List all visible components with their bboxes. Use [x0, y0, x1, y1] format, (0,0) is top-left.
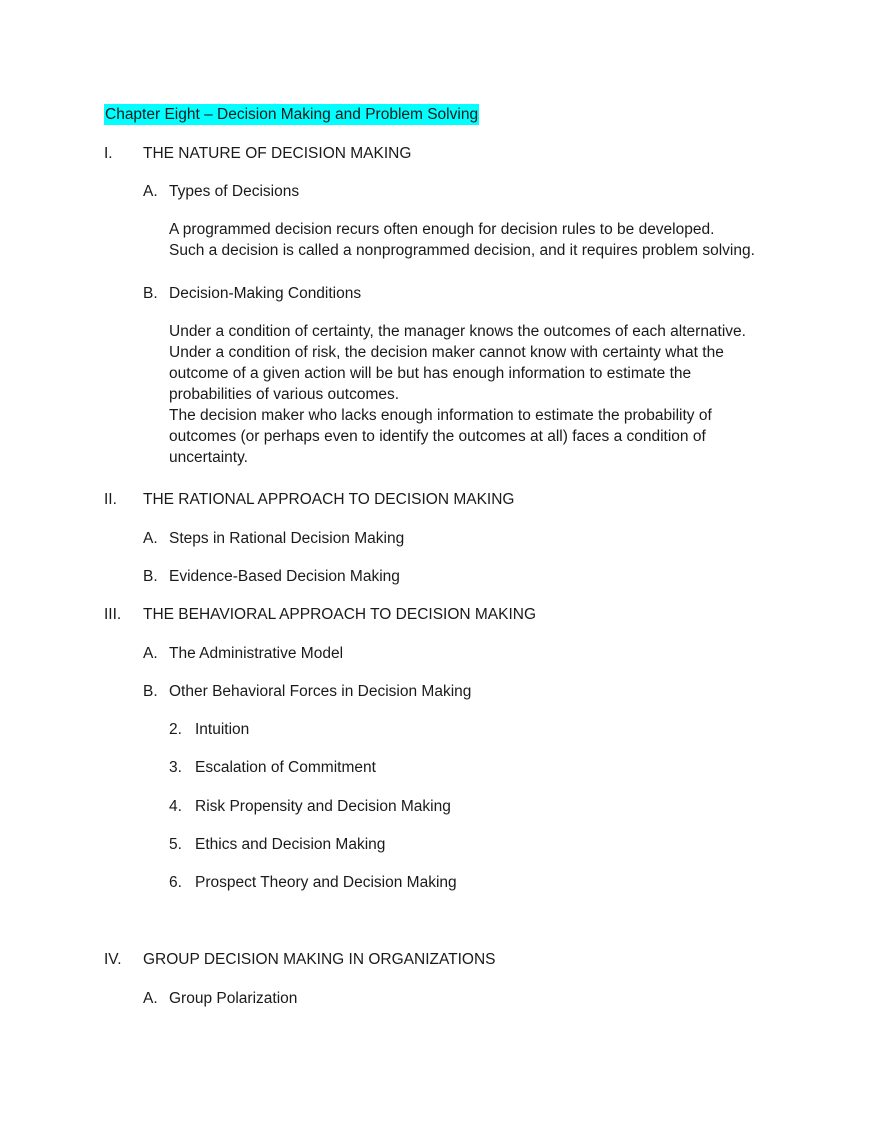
item-label: The Administrative Model [169, 645, 344, 662]
item-letter: B. [143, 285, 158, 302]
paragraph-line: outcomes (or perhaps even to identify the outcomes at all) faces a condition of [169, 428, 706, 445]
section-numeral: II. [104, 491, 117, 508]
item-letter: A. [143, 530, 158, 547]
item-letter: B. [143, 683, 158, 700]
item-letter: B. [143, 568, 158, 585]
subitem-number: 4. [169, 798, 182, 815]
item-label: Other Behavioral Forces in Decision Making [169, 683, 472, 700]
paragraph-line: outcome of a given action will be but has enough information to estimate the [169, 365, 692, 382]
subitem-label: Ethics and Decision Making [195, 836, 386, 853]
item-label: Decision-Making Conditions [169, 285, 362, 302]
paragraph-line: Under a condition of certainty, the manager knows the outcomes of each alternative. [169, 323, 746, 340]
chapter-title: Chapter Eight – Decision Making and Problem Solving [105, 106, 479, 123]
paragraph-line: probabilities of various outcomes. [169, 386, 400, 403]
paragraph-line: uncertainty. [169, 449, 248, 466]
subitem-number: 3. [169, 759, 182, 776]
item-letter: A. [143, 990, 158, 1007]
section-numeral: I. [104, 145, 113, 162]
paragraph-line: A programmed decision recurs often enough for decision rules to be developed. [169, 221, 715, 238]
section-heading: THE NATURE OF DECISION MAKING [143, 145, 412, 162]
section-heading: THE BEHAVIORAL APPROACH TO DECISION MAKING [143, 606, 537, 623]
section-numeral: III. [104, 606, 122, 623]
subitem-label: Prospect Theory and Decision Making [195, 874, 457, 891]
paragraph-line: Such a decision is called a nonprogrammed decision, and it requires problem solving. [169, 242, 755, 259]
section-heading: THE RATIONAL APPROACH TO DECISION MAKING [143, 491, 515, 508]
subitem-number: 2. [169, 721, 182, 738]
item-label: Steps in Rational Decision Making [169, 530, 405, 547]
subitem-label: Escalation of Commitment [195, 759, 376, 776]
subitem-number: 5. [169, 836, 182, 853]
item-letter: A. [143, 645, 158, 662]
item-label: Group Polarization [169, 990, 298, 1007]
section-heading: GROUP DECISION MAKING IN ORGANIZATIONS [143, 951, 496, 968]
subitem-number: 6. [169, 874, 182, 891]
item-label: Types of Decisions [169, 183, 300, 200]
section-numeral: IV. [104, 951, 122, 968]
subitem-label: Intuition [195, 721, 250, 738]
paragraph-line: Under a condition of risk, the decision maker cannot know with certainty what the [169, 344, 724, 361]
item-label: Evidence-Based Decision Making [169, 568, 400, 585]
item-letter: A. [143, 183, 158, 200]
paragraph-line: The decision maker who lacks enough information to estimate the probability of [169, 407, 712, 424]
subitem-label: Risk Propensity and Decision Making [195, 798, 451, 815]
